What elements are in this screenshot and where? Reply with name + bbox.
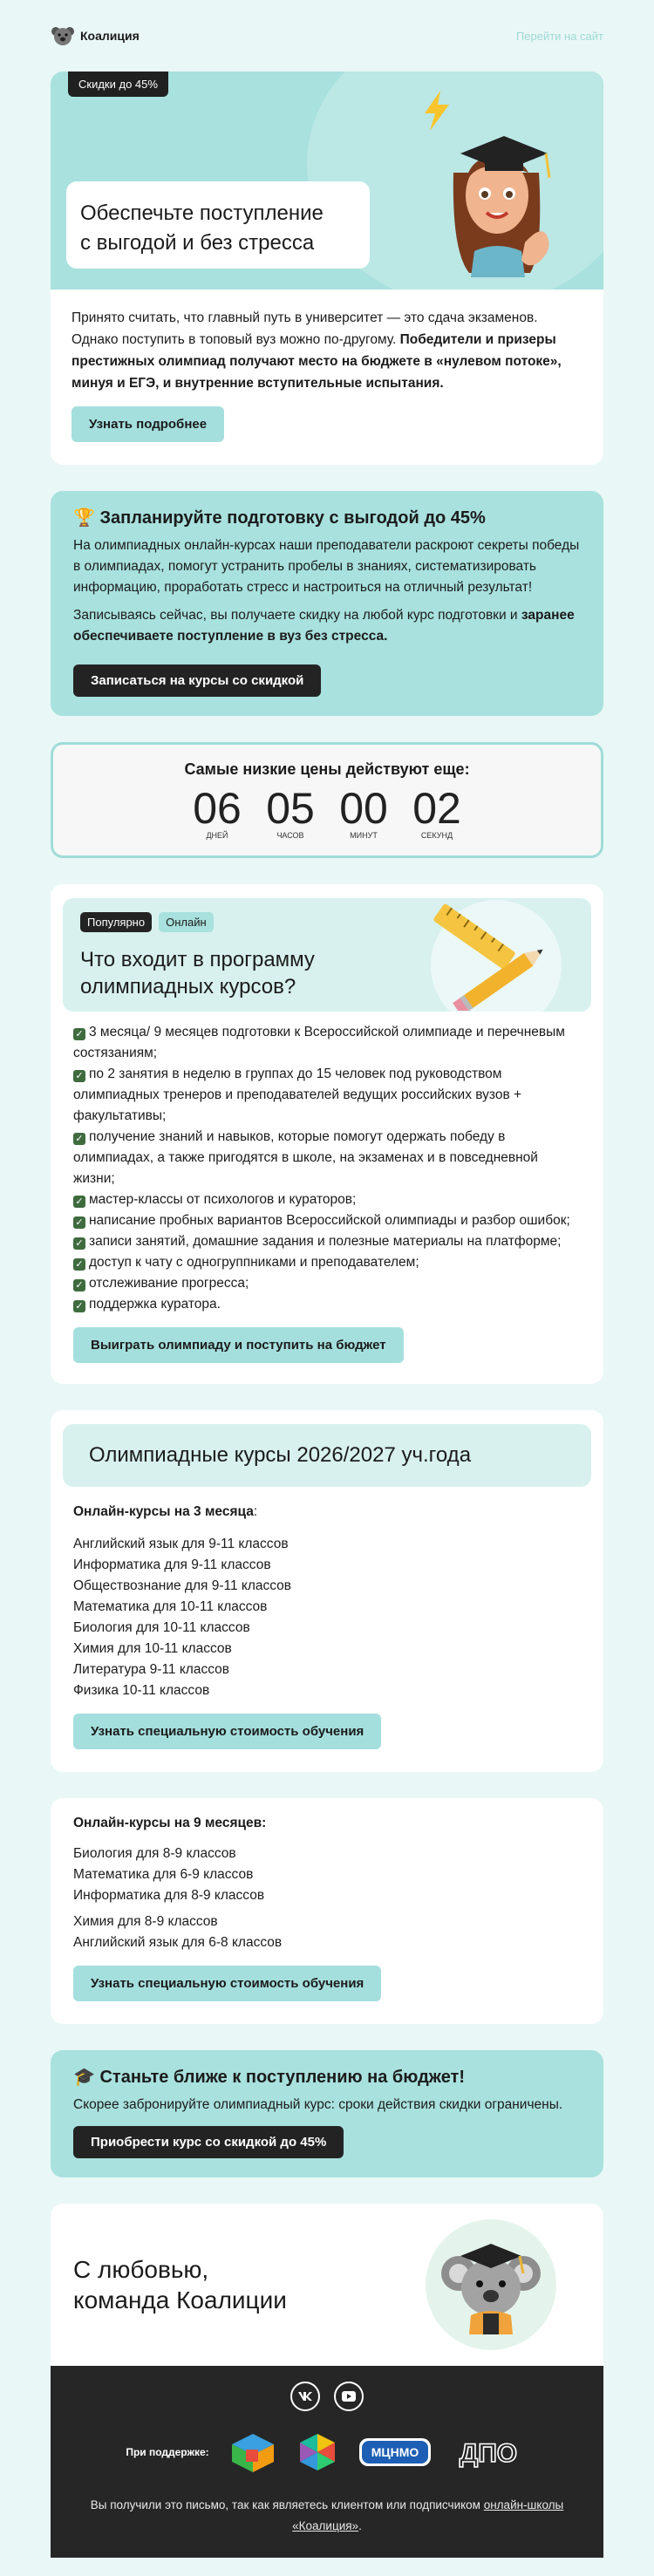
check-icon: ✓	[73, 1279, 85, 1291]
site-link[interactable]: Перейти на сайт	[515, 29, 603, 43]
list-item: Физика 10-11 классов	[73, 1683, 210, 1698]
vk-icon[interactable]	[290, 2382, 320, 2411]
timer-title: Самые низкие цены действуют еще:	[184, 760, 470, 778]
partners	[51, 2430, 603, 2474]
plan-text: На олимпиадных онлайн-курсах наши преподаватели раскроют секреты победы в олимпиадах, помогут устранить пробелы в знаниях, систематизировать информацию, проработать стресс и настроиться на отличный результат!	[73, 538, 580, 595]
courses-3-card	[51, 1410, 603, 1772]
hero-banner	[51, 72, 603, 290]
list-item: ✓ отслеживание прогресса;	[73, 1273, 581, 1294]
koala-logo-icon	[51, 24, 75, 48]
list-item: ✓ поддержка куратора.	[73, 1294, 581, 1315]
special-price-button[interactable]: Узнать специальную стоимость обучения	[73, 1714, 381, 1749]
list-item: ✓ записи занятий, домашние задания и полезные материалы на платформе;	[73, 1231, 581, 1252]
win-olympiad-button[interactable]: Выиграть олимпиаду и поступить на бюджет	[73, 1327, 404, 1363]
logo-text: Коалиция	[80, 29, 140, 43]
closer-card	[51, 2050, 603, 2177]
check-icon: ✓	[73, 1300, 85, 1312]
check-icon: ✓	[73, 1237, 85, 1250]
list-item: Математика для 6-9 классов	[73, 1867, 254, 1882]
list-item: Литература 9-11 классов	[73, 1662, 229, 1677]
koala-graduate-icon	[426, 2219, 556, 2350]
timer-seconds: 02 СЕКУНД	[412, 784, 461, 840]
countdown-timer	[51, 742, 603, 858]
graduate-girl-avatar	[434, 120, 565, 277]
courses-9-list	[73, 1843, 581, 1953]
courses-9-card	[51, 1798, 603, 2024]
list-item: Математика для 10-11 классов	[73, 1599, 268, 1614]
list-item: Информатика для 9-11 классов	[73, 1557, 271, 1572]
list-item: Обществознание для 9-11 классов	[73, 1578, 292, 1593]
intro-section	[51, 290, 603, 465]
plan-card	[51, 491, 603, 716]
program-header	[63, 898, 591, 1012]
timer-days: 06 ДНЕЙ	[193, 784, 242, 840]
footer	[51, 2366, 603, 2558]
list-item: Химия для 8-9 классов	[73, 1914, 218, 1929]
discount-badge: Скидки до 45%	[68, 72, 168, 97]
signature-text: С любовью, команда Коалиции	[73, 2256, 287, 2314]
list-item: Биология для 10-11 классов	[73, 1620, 250, 1635]
check-icon: ✓	[73, 1028, 85, 1040]
list-item: Английский язык для 6-8 классов	[73, 1935, 283, 1950]
program-list	[63, 1012, 591, 1315]
timer-minutes: 00 МИНУТ	[339, 784, 388, 840]
special-price-button-9[interactable]: Узнать специальную стоимость обучения	[73, 1966, 381, 2001]
partner-pinwheel-logo[interactable]	[293, 2430, 342, 2474]
check-icon: ✓	[73, 1133, 85, 1145]
youtube-icon[interactable]	[334, 2382, 364, 2411]
online-tag: Онлайн	[159, 912, 214, 932]
timer-hours: 05 ЧАСОВ	[266, 784, 315, 840]
list-item: ✓ получение знаний и навыков, которые помогут одержать победу в олимпиадах, а также пригодятся в школе, на экзаменах и в повседневной жизни;	[73, 1129, 538, 1186]
hero-title: Обеспечьте поступление с выгодой и без стресса	[66, 181, 370, 269]
list-item: Биология для 8-9 классов	[73, 1846, 236, 1861]
list-item: Информатика для 8-9 классов	[73, 1888, 265, 1903]
intro-text: Принято считать, что главный путь в университет — это сдача экзаменов. Однако поступить в топовый вуз можно по-другому. Победители и призеры престижных олимпиад получают место на бюджете в «нулевом потоке», минуя и ЕГЭ, и внутренние вступительные испытания.	[72, 310, 562, 391]
partner-cube-logo[interactable]	[228, 2430, 277, 2474]
closer-text: Скорее забронируйте олимпиадный курс: сроки действия скидки ограничены.	[73, 2097, 563, 2112]
hero-card	[51, 72, 603, 465]
plan-title: 🏆 Запланируйте подготовку с выгодой до 45%	[73, 508, 486, 528]
list-item: ✓ написание пробных вариантов Всероссийской олимпиады и разбор ошибок;	[73, 1210, 581, 1231]
courses-9-subtitle: Онлайн-курсы на 9 месяцев:	[73, 1816, 267, 1830]
list-item: ✓ доступ к чату с одногруппниками и преподавателем;	[73, 1252, 581, 1273]
svg-text:ДПО: ДПО	[459, 2439, 517, 2468]
courses-3-subtitle: Онлайн-курсы на 3 месяца:	[73, 1504, 258, 1519]
logo[interactable]	[51, 24, 140, 48]
partner-dpo-logo[interactable]	[448, 2435, 528, 2470]
list-item: ✓ мастер-классы от психологов и кураторов;	[73, 1189, 581, 1210]
courses-3-list	[73, 1534, 581, 1701]
svg-text:МЦНМО: МЦНМО	[371, 2445, 419, 2459]
enroll-discount-button[interactable]: Записаться на курсы со скидкой	[73, 664, 321, 697]
header	[51, 0, 603, 72]
program-card	[51, 884, 603, 1384]
check-icon: ✓	[73, 1070, 85, 1082]
partner-mcnmo-logo[interactable]	[358, 2435, 433, 2470]
list-item: ✓ по 2 занятия в неделю в группах до 15 человек под руководством олимпиадных тренеров и преподавателей ведущих российских вузов + факультативы;	[73, 1067, 522, 1123]
plan-discount-text: Записываясь сейчас, вы получаете скидку на любой курс подготовки и заранее обеспечиваете поступление в вуз без стресса.	[73, 608, 575, 644]
courses-heading: Олимпиадные курсы 2026/2027 уч.года	[63, 1424, 591, 1487]
program-title: Что входит в программу олимпиадных курсов?	[80, 948, 315, 998]
popular-tag: Популярно	[80, 912, 152, 932]
school-link[interactable]: онлайн-школы «Коалиция»	[292, 2498, 564, 2532]
support-label: При поддержке:	[126, 2446, 209, 2458]
list-item: Химия для 10-11 классов	[73, 1641, 232, 1656]
check-icon: ✓	[73, 1216, 85, 1229]
list-item: ✓ 3 месяца/ 9 месяцев подготовки к Всероссийской олимпиаде и перечневым состязаниям;	[73, 1025, 565, 1060]
list-item: Английский язык для 9-11 классов	[73, 1537, 289, 1551]
check-icon: ✓	[73, 1258, 85, 1271]
check-icon: ✓	[73, 1196, 85, 1208]
signature-card	[51, 2204, 603, 2366]
learn-more-button[interactable]: Узнать подробнее	[72, 406, 224, 442]
footer-note: Вы получили это письмо, так как являетесь клиентом или подписчиком онлайн-школы «Коалиция».	[90, 2498, 564, 2532]
buy-discount-button[interactable]: Приобрести курс со скидкой до 45%	[73, 2126, 344, 2158]
closer-title: 🎓 Станьте ближе к поступлению на бюджет!	[73, 2068, 466, 2087]
